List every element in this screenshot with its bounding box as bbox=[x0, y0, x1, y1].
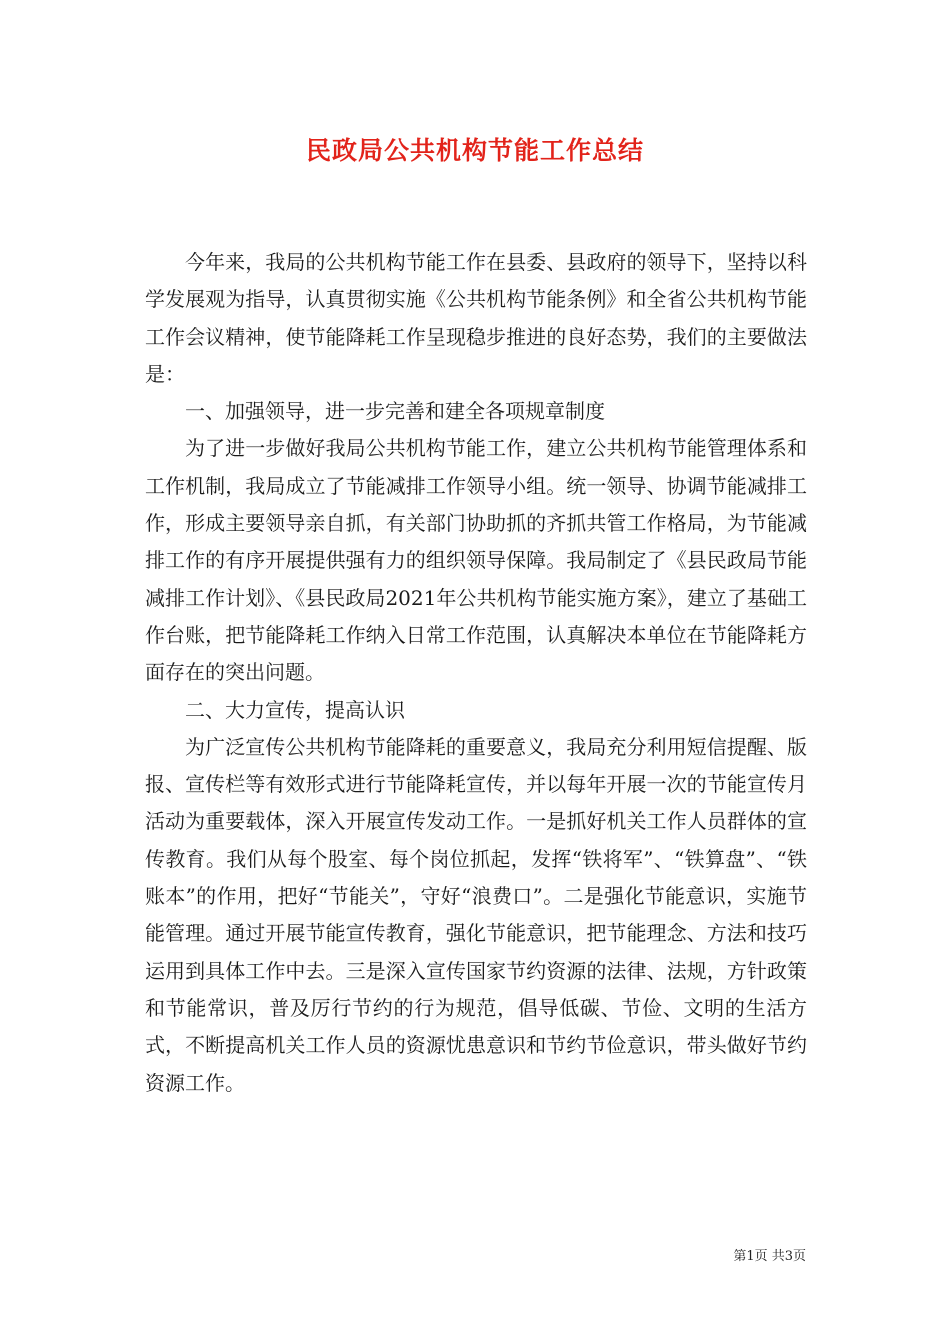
document-body bbox=[145, 244, 807, 1102]
section-heading-1: 一、加强领导，进一步完善和建全各项规章制度 bbox=[185, 399, 605, 424]
document-title: 民政局公共机构节能工作总结 bbox=[305, 136, 644, 165]
section-heading-2: 二、大力宣传，提高认识 bbox=[185, 697, 405, 722]
paragraph-section-2: 为广泛宣传公共机构节能降耗的重要意义，我局充分利用短信提醒、版报、宣传栏等有效形式进行节能降耗宣传，并以每年开展一次的节能宣传月活动为重要载体，深入开展宣传发动工作。一是抓好机关工作人员群体的宣传教育。我们从每个股室、每个岗位抓起，发挥“铁将军”、“铁算盘”、“铁账本”的作用，把好“节能关”，守好“浪费口”。二是强化节能意识，实施节能管理。通过开展节能宣传教育，强化节能意识，把节能理念、方法和技巧运用到具体工作中去。三是深入宣传国家节约资源的法律、法规，方针政策和节能常识，普及厉行节约的行为规范，倡导低碳、节俭、文明的生活方式，不断提高机关工作人员的资源忧患意识和节约节俭意识，带头做好节约资源工作。 bbox=[145, 734, 807, 1095]
page-number: 第1页 共3页 bbox=[733, 1249, 806, 1264]
paragraph-intro: 今年来，我局的公共机构节能工作在县委、县政府的领导下，坚持以科学发展观为指导，认真贯彻实施《公共机构节能条例》和全省公共机构节能工作会议精神，使节能降耗工作呈现稳步推进的良好态势，我们的主要做法是： bbox=[145, 250, 807, 386]
paragraph-section-1: 为了进一步做好我局公共机构节能工作，建立公共机构节能管理体系和工作机制，我局成立了节能减排工作领导小组。统一领导、协调节能减排工作，形成主要领导亲自抓，有关部门协助抓的齐抓共管工作格局，为节能减排工作的有序开展提供强有力的组织领导保障。我局制定了《县民政局节能减排工作计划》、《县民政局2021年公共机构节能实施方案》，建立了基础工作台账，把节能降耗工作纳入日常工作范围，认真解决本单位在节能降耗方面存在的突出问题。 bbox=[145, 436, 807, 685]
